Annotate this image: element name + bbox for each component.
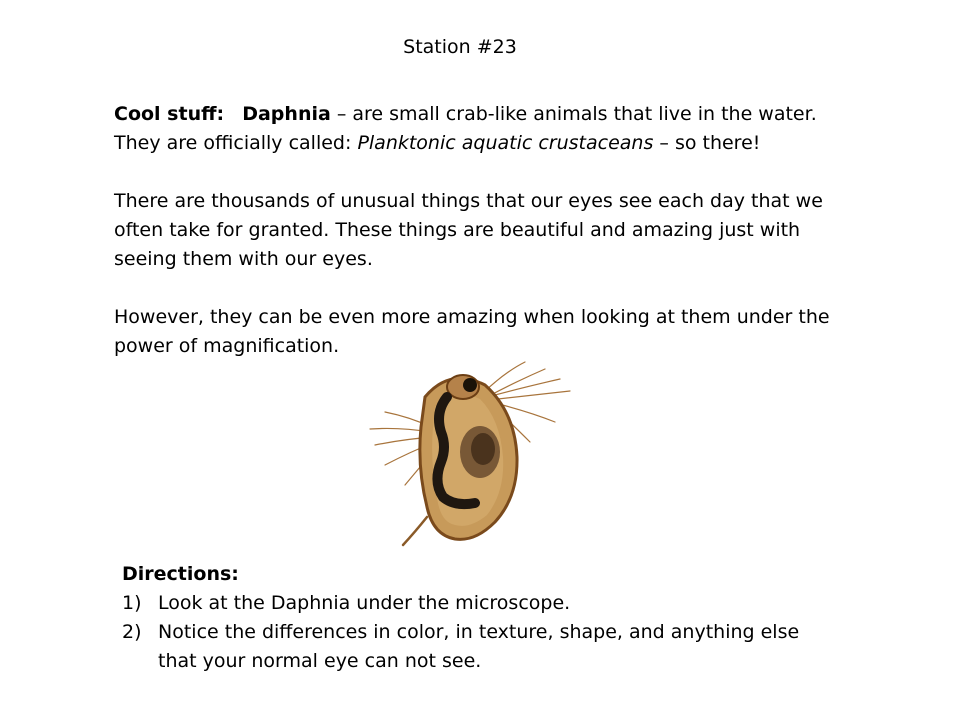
- intro-line2-prefix: They are officially called:: [114, 132, 358, 154]
- list-item-text: Look at the Daphnia under the microscope.: [158, 592, 571, 614]
- intro-label: Cool stuff:: [114, 103, 225, 125]
- intro-term: Daphnia: [242, 103, 331, 125]
- daphnia-image: [355, 357, 580, 547]
- intro-line2-suffix: – so there!: [653, 132, 761, 154]
- intro-paragraph: [114, 100, 834, 158]
- slide-body: [114, 100, 834, 361]
- directions-list: [122, 589, 842, 676]
- list-item-number: 2): [122, 621, 142, 643]
- list-item: [122, 589, 842, 618]
- station-title: Station #23: [403, 36, 517, 58]
- tail-spine: [403, 517, 427, 545]
- directions-heading: Directions:: [122, 563, 239, 585]
- paragraph-eyes: There are thousands of unusual things that our eyes see each day that we often take for granted. These things are beautiful and amazing just with seeing them with our eyes.: [114, 190, 823, 270]
- list-item-number: 1): [122, 592, 142, 614]
- directions-section: [122, 560, 842, 676]
- list-item: [122, 618, 842, 676]
- paragraph-magnification: However, they can be even more amazing when looking at them under the power of magnification.: [114, 306, 830, 357]
- list-item-text: Notice the differences in color, in texture, shape, and anything else that your normal eye can not see.: [158, 621, 800, 672]
- intro-definition: – are small crab-like animals that live in the water.: [330, 103, 817, 125]
- scientific-name: Planktonic aquatic crustaceans: [357, 132, 654, 154]
